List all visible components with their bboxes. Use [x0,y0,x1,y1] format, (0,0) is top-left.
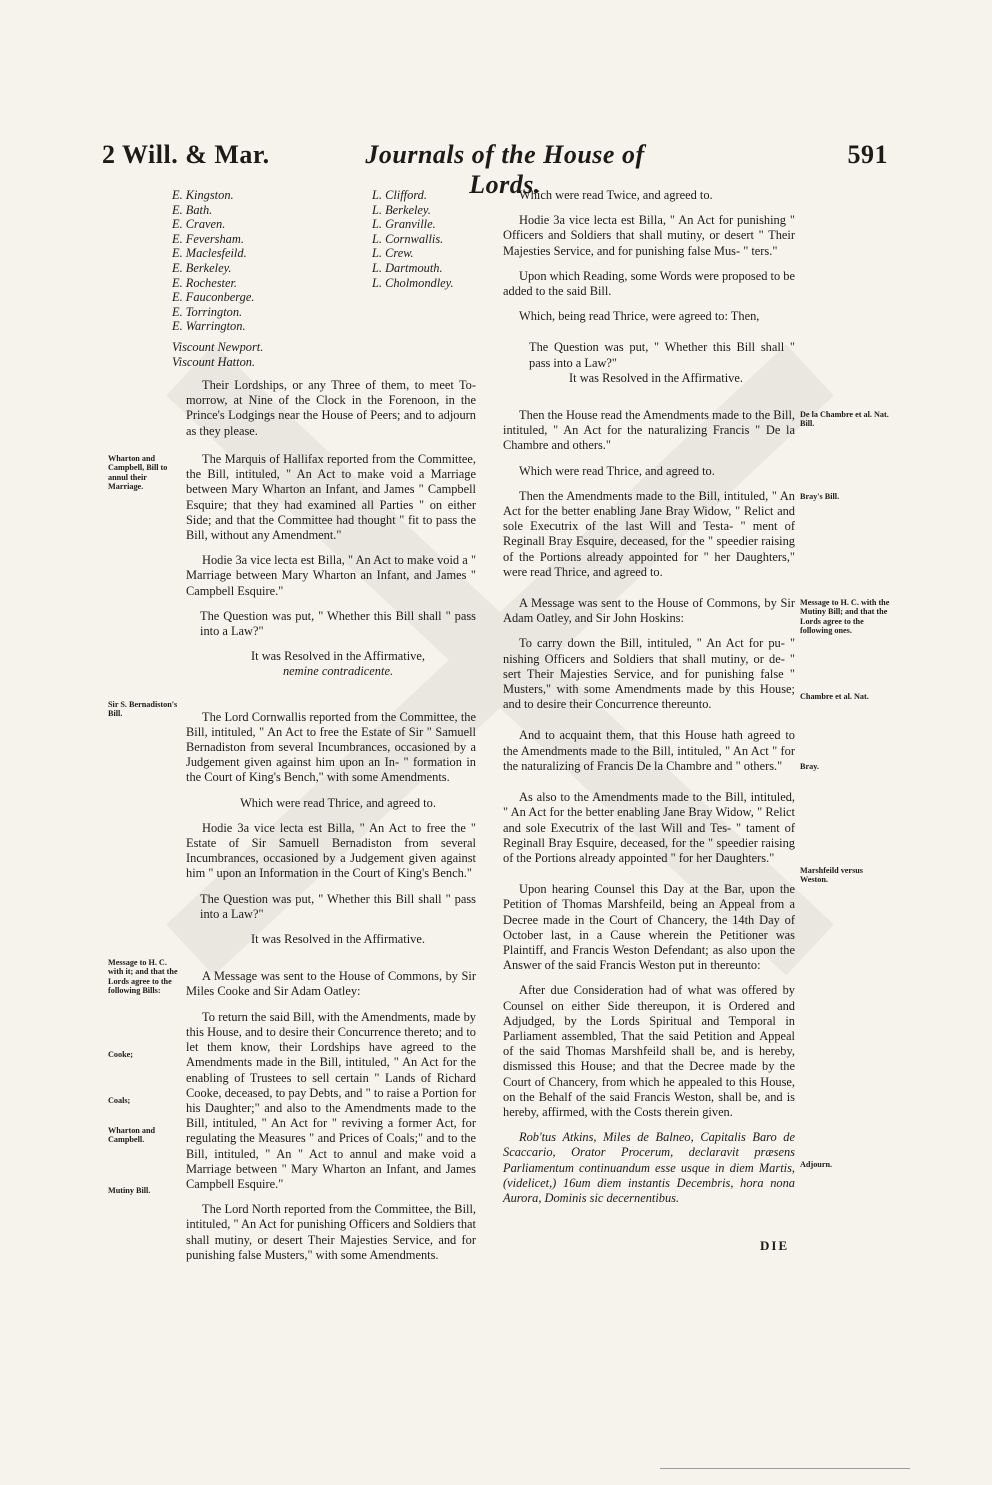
ordered-paragraph: After due Consideration had of what was offered by Counsel on either Side thereupon, it is Ordered and Adjudged, by the Lords Spiritual and Temporal in Parliament assembled, That the said Petition and Appeal of the said Thomas Marshfeild shall be, and is hereby, dismissed this House; and that the Decree made by the Court of Chancery, from which he appealed to this House, on the Behalf of the said Francis Weston, shall be, and is hereby, affirmed, with the Costs therein given. [503,983,795,1119]
peer-entry: E. Feversham. [172,231,244,246]
mutiny-hodie-paragraph: Hodie 3a vice lecta est Billa, " An Act for punishing " Officers and Soldiers that shall mutiny, or desert " Their Majesties Service, and for punishing false Mus- " ters." [503,213,795,258]
message-body-paragraph: To carry down the Bill, intituled, " An Act for pu- " nishing Officers and Soldiers that shall mutiny, or de- " sert Their Majesties Service, and for punishing false " Musters," with some Amendments made by this House; and to desire their Concurrence thereunto. [503,636,795,712]
read-thrice-line: Which were read Thrice, and agreed to. [240,795,436,810]
peer-entry: E. Craven. [172,217,226,232]
nemine-line: nemine contradicente. [282,664,394,679]
committee-meet-paragraph: Their Lordships, or any Three of them, to meet To-morrow, at Nine of the Clock in the Forenoon, in the Prince's Lodgings near the House of Peers; and to adjourn as they please. [186,378,476,438]
read-twice-line: Which were read Twice, and agreed to. [519,188,713,202]
chambre-amend-paragraph: Then the House read the Amendments made to the Bill, intituled, " An Act for the naturalizing Francis " De la Chambre and others." [503,408,795,453]
left-column [186,378,476,449]
margin-note: Marshfeild versus Weston. [800,866,863,885]
question-paragraph: The Question was put, " Whether this Bill shall " pass into a Law?" [529,340,795,370]
resolved-line: It was Resolved in the Affirmative. [569,370,743,385]
mutiny-report-paragraph: The Lord North reported from the Committee, the Bill, intituled, " An Act for punishing Officers and Soldiers that shall mutiny, or desert Their Majesties Service, and for punishing false Musters," with some Amendments. [186,1202,476,1262]
read-thrice-then-line: Which, being read Thrice, were agreed to: Then, [519,309,760,324]
peers-list-lords [372,188,454,290]
margin-note: De la Chambre et al. Nat. Bill. [800,410,889,429]
margin-note: Cooke; [108,1050,134,1059]
peer-entry: L. Clifford. [372,188,427,202]
margin-note: Wharton and Campbell, Bill to annul their Marriage. [108,454,168,492]
bray-amend-paragraph: Then the Amendments made to the Bill, intituled, " An Act for the better enabling Jane Bray Widow, " Relict and sole Executrix of the last Will and Testa- " ment of Reginall Bray Esquire, deceased, for the " speedier raising of the Portions already appointed for " her Daughters," were read Thrice, and agreed to. [503,488,795,579]
peer-entry: L. Granville. [372,217,436,232]
peer-entry: E. Warrington. [172,319,246,334]
peer-entry: L. Crew. [372,246,414,261]
page-number: 591 [847,140,888,169]
bernadiston-report-paragraph: The Lord Cornwallis reported from the Committee, the Bill, intituled, " An Act to free the Estate of Sir " Samuell Bernadiston from several Incumbrances, occasioned by a Judgement given against him upon an In- " formation in the Court of King's Bench," with some Amendments. [186,709,476,785]
running-head-left: 2 Will. & Mar. [102,140,270,169]
bray-also-paragraph: As also to the Amendments made to the Bill, intituled, " An Act for the better enabling Jane Bray Widow, " Relict and sole Executrix of the last Will and Tes- " tament of Reginall Bray Esquire, deceased, for the " speedier raising of the Portions already appointed " for her Daughters." [503,790,795,865]
margin-note: Message to H. C. with the Mutiny Bill; and that the Lords agree to the following ones. [800,598,890,636]
catchword: DIE [760,1238,790,1253]
viscount-entry: Viscount Newport. [172,339,264,354]
margin-note: Sir S. Bernadiston's Bill. [108,700,178,719]
footer-rule [660,1468,910,1469]
margin-note: Mutiny Bill. [108,1186,151,1195]
margin-note: Bray. [800,762,819,771]
question-paragraph: The Question was put, " Whether this Bill shall " pass into a Law?" [200,608,476,639]
peer-entry: E. Rochester. [172,275,238,290]
question-paragraph: The Question was put, " Whether this Bill shall " pass into a Law?" [200,891,476,921]
wharton-report-paragraph: The Marquis of Hallifax reported from the Committee, the Bill, intituled, " An Act to make void a Marriage between Mary Wharton an Infant, and James " Campbell Esquire; that they had examined all Parties " on either Side; and that the Committee had thought " fit to pass the Bill, without any Amendment." [186,452,476,543]
message-paragraph: A Message was sent to the House of Commons, by Sir Adam Oatley, and Sir John Hoskins: [503,596,795,626]
left-column-body [186,452,476,1273]
margin-note: Message to H. C. with it; and that the Lords agree to the following Bills: [108,958,178,996]
peer-entry: L. Berkeley. [372,202,431,217]
read-thrice-line: Which were read Thrice, and agreed to. [519,463,715,478]
margin-note: Coals; [108,1096,131,1105]
peer-entry: E. Kingston. [172,188,234,202]
peer-entry: E. Berkeley. [172,260,232,275]
bernadiston-hodie-paragraph: Hodie 3a vice lecta est Billa, " An Act to free the " Estate of Sir Samuell Bernadiston from several Incumbrances, occasioned by a Judgement given against him " upon an Information in the Court of King's Bench." [186,820,476,881]
margin-note: Wharton and Campbell. [108,1126,156,1145]
resolved-line: It was Resolved in the Affirmative, [251,649,425,664]
peer-entry: L. Cholmondley. [372,275,454,290]
viscount-entry: Viscount Hatton. [172,354,256,369]
margin-note: Chambre et al. Nat. [800,692,869,701]
marshfeild-paragraph: Upon hearing Counsel this Day at the Bar, upon the Petition of Thomas Marshfeild, being an Appeal from a Decree made in the Court of Chancery, the 14th Day of October last, in a Cause wherein the Petitioner was Plaintiff, and Francis Weston Defendant; as also upon the Answer of the said Francis Weston put in thereunto: [503,882,795,973]
margin-note: Adjourn. [800,1160,833,1169]
peer-entry: E. Maclesfeild. [172,246,247,261]
resolved-line: It was Resolved in the Affirmative. [251,932,425,947]
peer-entry: L. Dartmouth. [372,260,443,275]
right-column [503,188,795,1216]
peer-entry: E. Bath. [172,202,213,217]
message-body-paragraph: To return the said Bill, with the Amendments, made by this House, and to desire their Concurrence thereto; and to let them know, their Lordships have agreed to the Amendments made in the Bill, intituled, " An Act for the enabling of Trustees to sell certain " Lands of Richard Cooke, deceased, to pay Debts, and " to raise a Portion for his Daughter;" and also to the Amendments made to the Bill, intituled, " An Act for " reviving a former Act, for regulating the Measures " and Prices of Coals;" and to the Bill, intituled, " An " Act to annul and make void a Marriage between " Mary Wharton an Infant, and James Campbell Esquire." [186,1009,476,1191]
running-head-title: Journals of the House of Lords. [365,140,645,199]
message-paragraph: A Message was sent to the House of Commons, by Sir Miles Cooke and Sir Adam Oatley: [186,969,476,999]
peers-list-earls [172,188,263,369]
adjourn-paragraph: Rob'tus Atkins, Miles de Balneo, Capitalis Baro de Scaccario, Orator Procerum, declaravit præsens Parliamentum continuandum esse usque in diem Martis, (videlicet,) 16um diem instantis Decembris, hora nona Aurora, Dominis sic decernentibus. [503,1130,795,1205]
acquaint-paragraph: And to acquaint them, that this House hath agreed to the Amendments made to the Bill, intituled, " An Act " for the naturalizing of Francis De la Chambre and " others." [503,728,795,773]
peer-entry: E. Fauconberge. [172,290,255,305]
wharton-hodie-paragraph: Hodie 3a vice lecta est Billa, " An Act to make void a " Marriage between Mary Wharton an Infant, and James " Campbell Esquire." [186,553,476,598]
margin-note: Bray's Bill. [800,492,840,501]
words-proposed-paragraph: Upon which Reading, some Words were proposed to be added to the said Bill. [503,268,795,299]
peer-entry: E. Torrington. [172,304,243,319]
peer-entry: L. Cornwallis. [372,231,444,246]
